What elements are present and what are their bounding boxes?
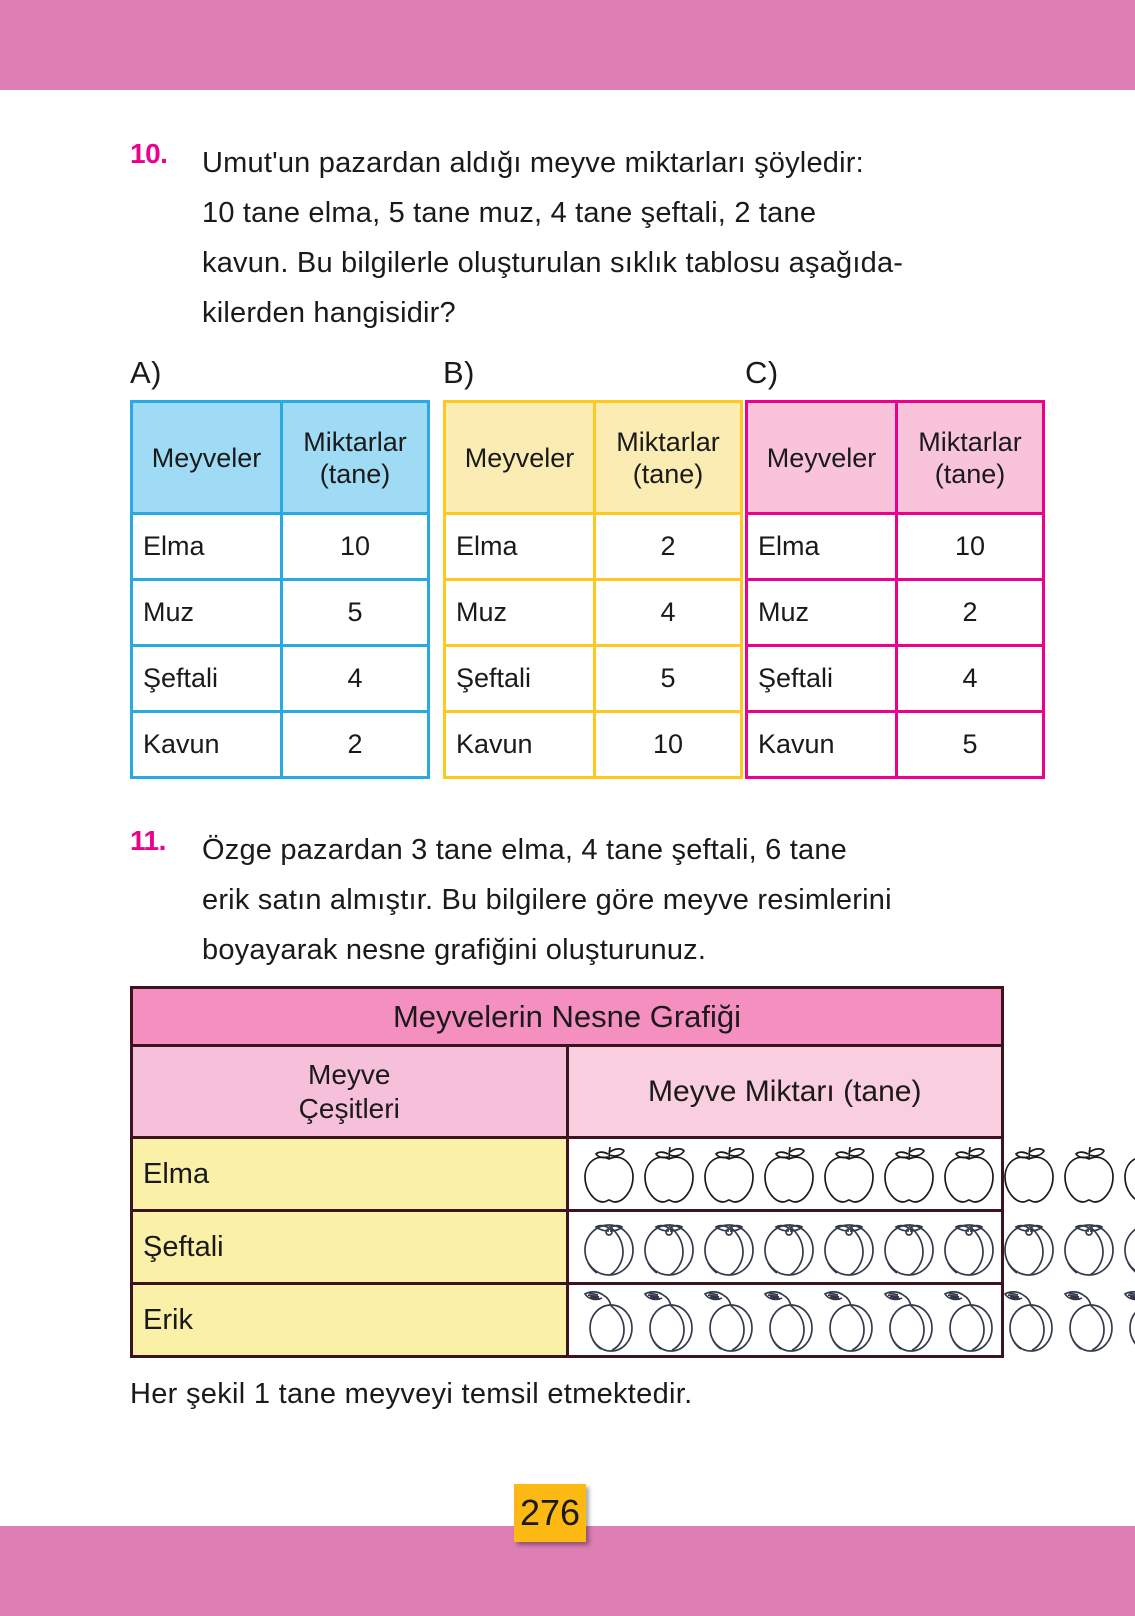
fruit-value: 2 (595, 514, 742, 580)
question-10-line-1: Umut'un pazardan aldığı meyve miktarları şöyledir: (202, 147, 864, 179)
table-row (747, 646, 1044, 712)
apple-icon (1119, 1143, 1135, 1205)
peach-icon[interactable] (579, 1216, 639, 1278)
fruit-value: 5 (897, 712, 1044, 778)
question-10-line-2: 10 tane elma, 5 tane muz, 4 tane şeftali, 2 tane (202, 197, 817, 229)
fruit-name: Muz (132, 580, 282, 646)
option-b[interactable] (443, 355, 743, 779)
header-amounts: Miktarlar (tane) (897, 402, 1044, 514)
peach-icon[interactable] (879, 1216, 939, 1278)
apple-icon[interactable] (999, 1143, 1059, 1205)
option-c-label: C) (745, 355, 779, 390)
header-fruits: Meyveler (445, 402, 595, 514)
plum-icon[interactable] (939, 1287, 999, 1353)
table-row (445, 712, 742, 778)
question-11-number: 11. (130, 825, 166, 856)
fruit-name: Elma (132, 514, 282, 580)
plum-icon[interactable] (639, 1287, 699, 1353)
plum-icon (759, 1287, 819, 1353)
fruit-value: 10 (897, 514, 1044, 580)
graph-row-cells[interactable] (567, 1211, 1003, 1284)
question-11-line-3: boyayarak nesne grafiğini oluşturunuz. (202, 934, 707, 966)
peach-icon (579, 1216, 639, 1278)
peach-icon[interactable] (1119, 1216, 1135, 1278)
fruit-name: Şeftali (747, 646, 897, 712)
table-row (132, 646, 429, 712)
apple-icon-strip[interactable] (575, 1139, 996, 1209)
plum-icon (819, 1287, 879, 1353)
table-row (445, 514, 742, 580)
apple-icon[interactable] (879, 1143, 939, 1205)
plum-icon (939, 1287, 999, 1353)
peach-icon (1059, 1216, 1119, 1278)
apple-icon (819, 1143, 879, 1205)
fruit-value: 5 (282, 580, 429, 646)
fruit-name: Elma (747, 514, 897, 580)
top-decorative-band (0, 0, 1135, 90)
plum-icon (639, 1287, 699, 1353)
fruit-value: 4 (282, 646, 429, 712)
frequency-table-c (745, 400, 1045, 779)
peach-icon[interactable] (819, 1216, 879, 1278)
page-content (0, 90, 1135, 1526)
apple-icon[interactable] (639, 1143, 699, 1205)
fruit-name: Muz (747, 580, 897, 646)
frequency-table-a (130, 400, 430, 779)
question-11-line-1: Özge pazardan 3 tane elma, 4 tane şeftali, 6 tane (202, 834, 847, 866)
peach-icon-strip[interactable] (575, 1212, 996, 1282)
fruit-name: Kavun (747, 712, 897, 778)
plum-icon (999, 1287, 1059, 1353)
table-row (747, 514, 1044, 580)
fruit-name: Kavun (132, 712, 282, 778)
table-row (747, 712, 1044, 778)
peach-icon (819, 1216, 879, 1278)
peach-icon[interactable] (1059, 1216, 1119, 1278)
graph-subheader-row (132, 1046, 1003, 1138)
fruit-name: Muz (445, 580, 595, 646)
fruit-name: Kavun (445, 712, 595, 778)
table-row (132, 712, 429, 778)
apple-icon (579, 1143, 639, 1205)
graph-axis-label-fruit-types: Meyve Çeşitleri (132, 1046, 568, 1138)
apple-icon[interactable] (1119, 1143, 1135, 1205)
option-c[interactable] (745, 355, 1045, 779)
plum-icon[interactable] (879, 1287, 939, 1353)
graph-row-elma (132, 1138, 1003, 1211)
table-header-row (747, 402, 1044, 514)
plum-icon[interactable] (579, 1287, 639, 1353)
graph-row-seftali (132, 1211, 1003, 1284)
apple-icon (639, 1143, 699, 1205)
fruit-value: 2 (282, 712, 429, 778)
option-a-label: A) (130, 355, 162, 390)
apple-icon (879, 1143, 939, 1205)
apple-icon (699, 1143, 759, 1205)
graph-row-label: Elma (132, 1138, 568, 1211)
plum-icon[interactable] (699, 1287, 759, 1353)
header-amounts: Miktarlar (tane) (595, 402, 742, 514)
table-row (747, 580, 1044, 646)
table-header-row (132, 402, 429, 514)
apple-icon (759, 1143, 819, 1205)
question-10-line-3: kavun. Bu bilgilerle oluşturulan sıklık tablosu aşağıda- (202, 247, 904, 279)
frequency-table-b (443, 400, 743, 779)
fruit-value: 10 (595, 712, 742, 778)
apple-icon[interactable] (819, 1143, 879, 1205)
apple-icon[interactable] (759, 1143, 819, 1205)
footer-note: Her şekil 1 tane meyveyi temsil etmektedir. (130, 1378, 693, 1410)
table-row (132, 514, 429, 580)
object-graph-table (130, 986, 1004, 1358)
peach-icon[interactable] (639, 1216, 699, 1278)
peach-icon (879, 1216, 939, 1278)
plum-icon[interactable] (1119, 1287, 1135, 1353)
apple-icon[interactable] (699, 1143, 759, 1205)
graph-title: Meyvelerin Nesne Grafiği (132, 988, 1003, 1046)
fruit-value: 10 (282, 514, 429, 580)
header-fruits: Meyveler (132, 402, 282, 514)
question-11-line-2: erik satın almıştır. Bu bilgilere göre meyve resimlerini (202, 884, 892, 916)
fruit-name: Şeftali (445, 646, 595, 712)
graph-axis-label-amount: Meyve Miktarı (tane) (567, 1046, 1003, 1138)
plum-icon (1119, 1287, 1135, 1353)
peach-icon (759, 1216, 819, 1278)
peach-icon[interactable] (759, 1216, 819, 1278)
peach-icon[interactable] (999, 1216, 1059, 1278)
graph-row-label: Şeftali (132, 1211, 568, 1284)
table-header-row (445, 402, 742, 514)
plum-icon (699, 1287, 759, 1353)
plum-icon (579, 1287, 639, 1353)
plum-icon-strip[interactable] (575, 1285, 996, 1355)
fruit-value: 4 (897, 646, 1044, 712)
apple-icon[interactable] (1059, 1143, 1119, 1205)
plum-icon[interactable] (759, 1287, 819, 1353)
peach-icon (999, 1216, 1059, 1278)
fruit-name: Elma (445, 514, 595, 580)
fruit-value: 5 (595, 646, 742, 712)
peach-icon[interactable] (939, 1216, 999, 1278)
graph-row-cells[interactable] (567, 1138, 1003, 1211)
peach-icon (939, 1216, 999, 1278)
apple-icon (999, 1143, 1059, 1205)
apple-icon[interactable] (939, 1143, 999, 1205)
table-row (445, 646, 742, 712)
peach-icon (1119, 1216, 1135, 1278)
question-11 (130, 825, 1010, 975)
plum-icon[interactable] (819, 1287, 879, 1353)
fruit-value: 4 (595, 580, 742, 646)
peach-icon[interactable] (699, 1216, 759, 1278)
question-11-text (202, 825, 1010, 975)
graph-row-label: Erik (132, 1284, 568, 1357)
question-10 (130, 138, 1010, 338)
plum-icon (1059, 1287, 1119, 1353)
header-fruits: Meyveler (747, 402, 897, 514)
question-10-text (202, 138, 1010, 338)
plum-icon[interactable] (1059, 1287, 1119, 1353)
header-amounts: Miktarlar (tane) (282, 402, 429, 514)
plum-icon[interactable] (999, 1287, 1059, 1353)
graph-title-row (132, 988, 1003, 1046)
plum-icon (879, 1287, 939, 1353)
fruit-name: Şeftali (132, 646, 282, 712)
graph-row-cells[interactable] (567, 1284, 1003, 1357)
fruit-value: 2 (897, 580, 1044, 646)
apple-icon (939, 1143, 999, 1205)
table-row (445, 580, 742, 646)
graph-row-erik (132, 1284, 1003, 1357)
page-number-badge: 276 (514, 1484, 586, 1542)
peach-icon (639, 1216, 699, 1278)
peach-icon (699, 1216, 759, 1278)
apple-icon (1059, 1143, 1119, 1205)
question-10-line-4: kilerden hangisidir? (202, 297, 456, 329)
option-b-label: B) (443, 355, 475, 390)
question-10-number: 10. (130, 138, 168, 169)
option-a[interactable] (130, 355, 430, 779)
apple-icon[interactable] (579, 1143, 639, 1205)
table-row (132, 580, 429, 646)
